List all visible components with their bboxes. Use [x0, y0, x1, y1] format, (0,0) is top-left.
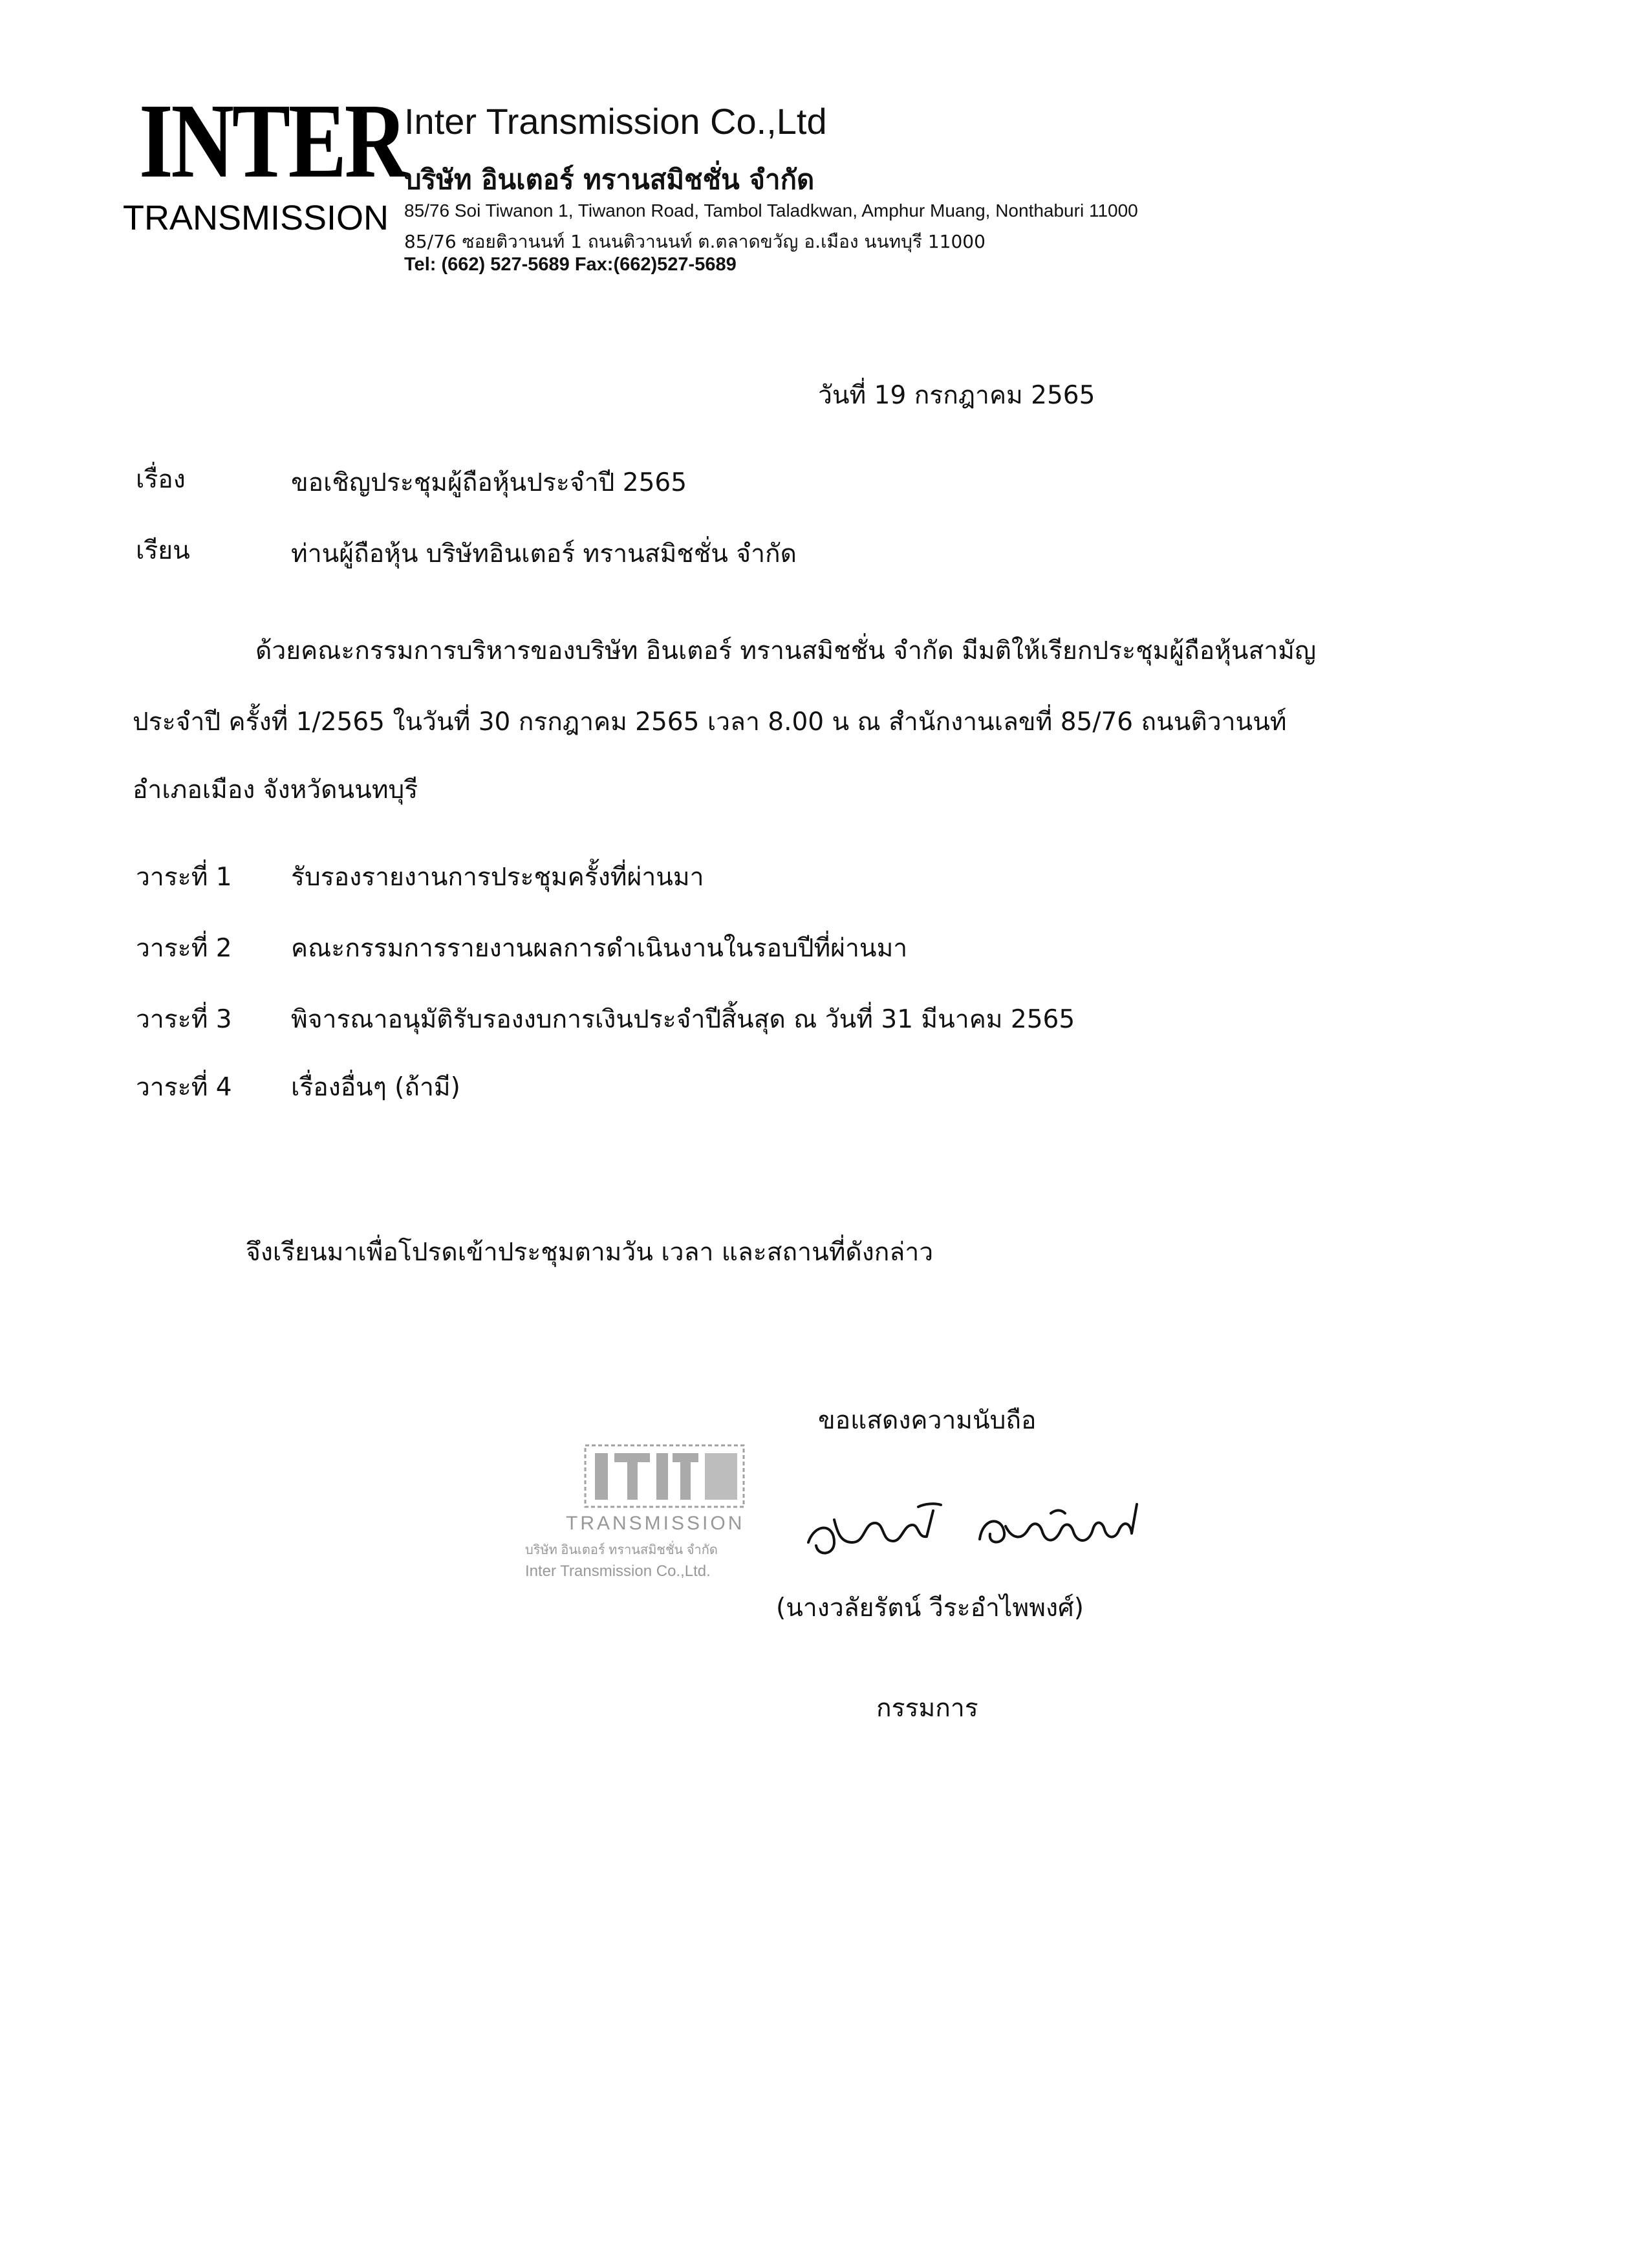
body-paragraph-line-3: อำเภอเมือง จังหวัดนนทบุรี: [133, 775, 418, 805]
agenda-text: รับรองรายงานการประชุมครั้งที่ผ่านมา: [291, 863, 704, 892]
recipient-text: ท่านผู้ถือหุ้น บริษัทอินเตอร์ ทรานสมิชชั่น จำกัด: [291, 539, 797, 568]
seal-text-line-1: TRANSMISSION: [566, 1513, 745, 1534]
subject-text: ขอเชิญประชุมผู้ถือหุ้นประจำปี 2565: [291, 468, 687, 497]
agenda-text: คณะกรรมการรายงานผลการดำเนินงานในรอบปีที่ผ่านมา: [291, 934, 908, 963]
company-contact: Tel: (662) 527-5689 Fax:(662)527-5689: [404, 254, 737, 275]
logo-inter-wordmark: INTER: [139, 81, 406, 200]
agenda-number: วาระที่ 2: [136, 934, 232, 963]
regards-text: ขอแสดงความนับถือ: [818, 1406, 1037, 1435]
agenda-number: วาระที่ 3: [136, 1005, 232, 1034]
signer-name: (นางวลัยรัตน์ วีระอำไพพงศ์): [776, 1593, 1084, 1623]
logo-transmission-wordmark: TRANSMISSION: [123, 199, 389, 237]
company-name-th: บริษัท อินเตอร์ ทรานสมิชชั่น จำกัด: [404, 164, 815, 195]
company-address-th: 85/76 ซอยติวานนท์ 1 ถนนติวานนท์ ต.ตลาดขวัญ อ.เมือง นนทบุรี 11000: [404, 231, 986, 252]
seal-text-line-3: Inter Transmission Co.,Ltd.: [525, 1562, 711, 1580]
signer-position: กรรมการ: [876, 1694, 978, 1723]
body-paragraph-line-1: ด้วยคณะกรรมการบริหารของบริษัท อินเตอร์ ทรานสมิชชั่น จำกัด มีมติให้เรียกประชุมผู้ถือหุ้นสามัญ: [255, 636, 1317, 665]
recipient-label: เรียน: [136, 536, 190, 565]
subject-label: เรื่อง: [136, 465, 186, 494]
company-seal-stamp: [524, 1439, 815, 1594]
agenda-number: วาระที่ 1: [136, 863, 232, 892]
closing-sentence: จึงเรียนมาเพื่อโปรดเข้าประชุมตามวัน เวลา และสถานที่ดังกล่าว: [246, 1238, 934, 1267]
company-name-en: Inter Transmission Co.,Ltd: [404, 101, 827, 142]
agenda-text: เรื่องอื่นๆ (ถ้ามี): [291, 1073, 460, 1102]
handwritten-signature: [795, 1481, 1158, 1578]
letter-date: วันที่ 19 กรกฎาคม 2565: [818, 381, 1095, 410]
agenda-text: พิจารณาอนุมัติรับรองงบการเงินประจำปีสิ้นสุด ณ วันที่ 31 มีนาคม 2565: [291, 1005, 1075, 1034]
seal-text-line-2: บริษัท อินเตอร์ ทรานสมิชชั่น จำกัด: [525, 1543, 718, 1557]
company-address-en: 85/76 Soi Tiwanon 1, Tiwanon Road, Tambol Taladkwan, Amphur Muang, Nonthaburi 11000: [404, 200, 1138, 221]
agenda-number: วาระที่ 4: [136, 1073, 232, 1102]
body-paragraph-line-2: ประจำปี ครั้งที่ 1/2565 ในวันที่ 30 กรกฎาคม 2565 เวลา 8.00 น ณ สำนักงานเลขที่ 85/76 ถนนติวานนท์: [133, 707, 1287, 737]
